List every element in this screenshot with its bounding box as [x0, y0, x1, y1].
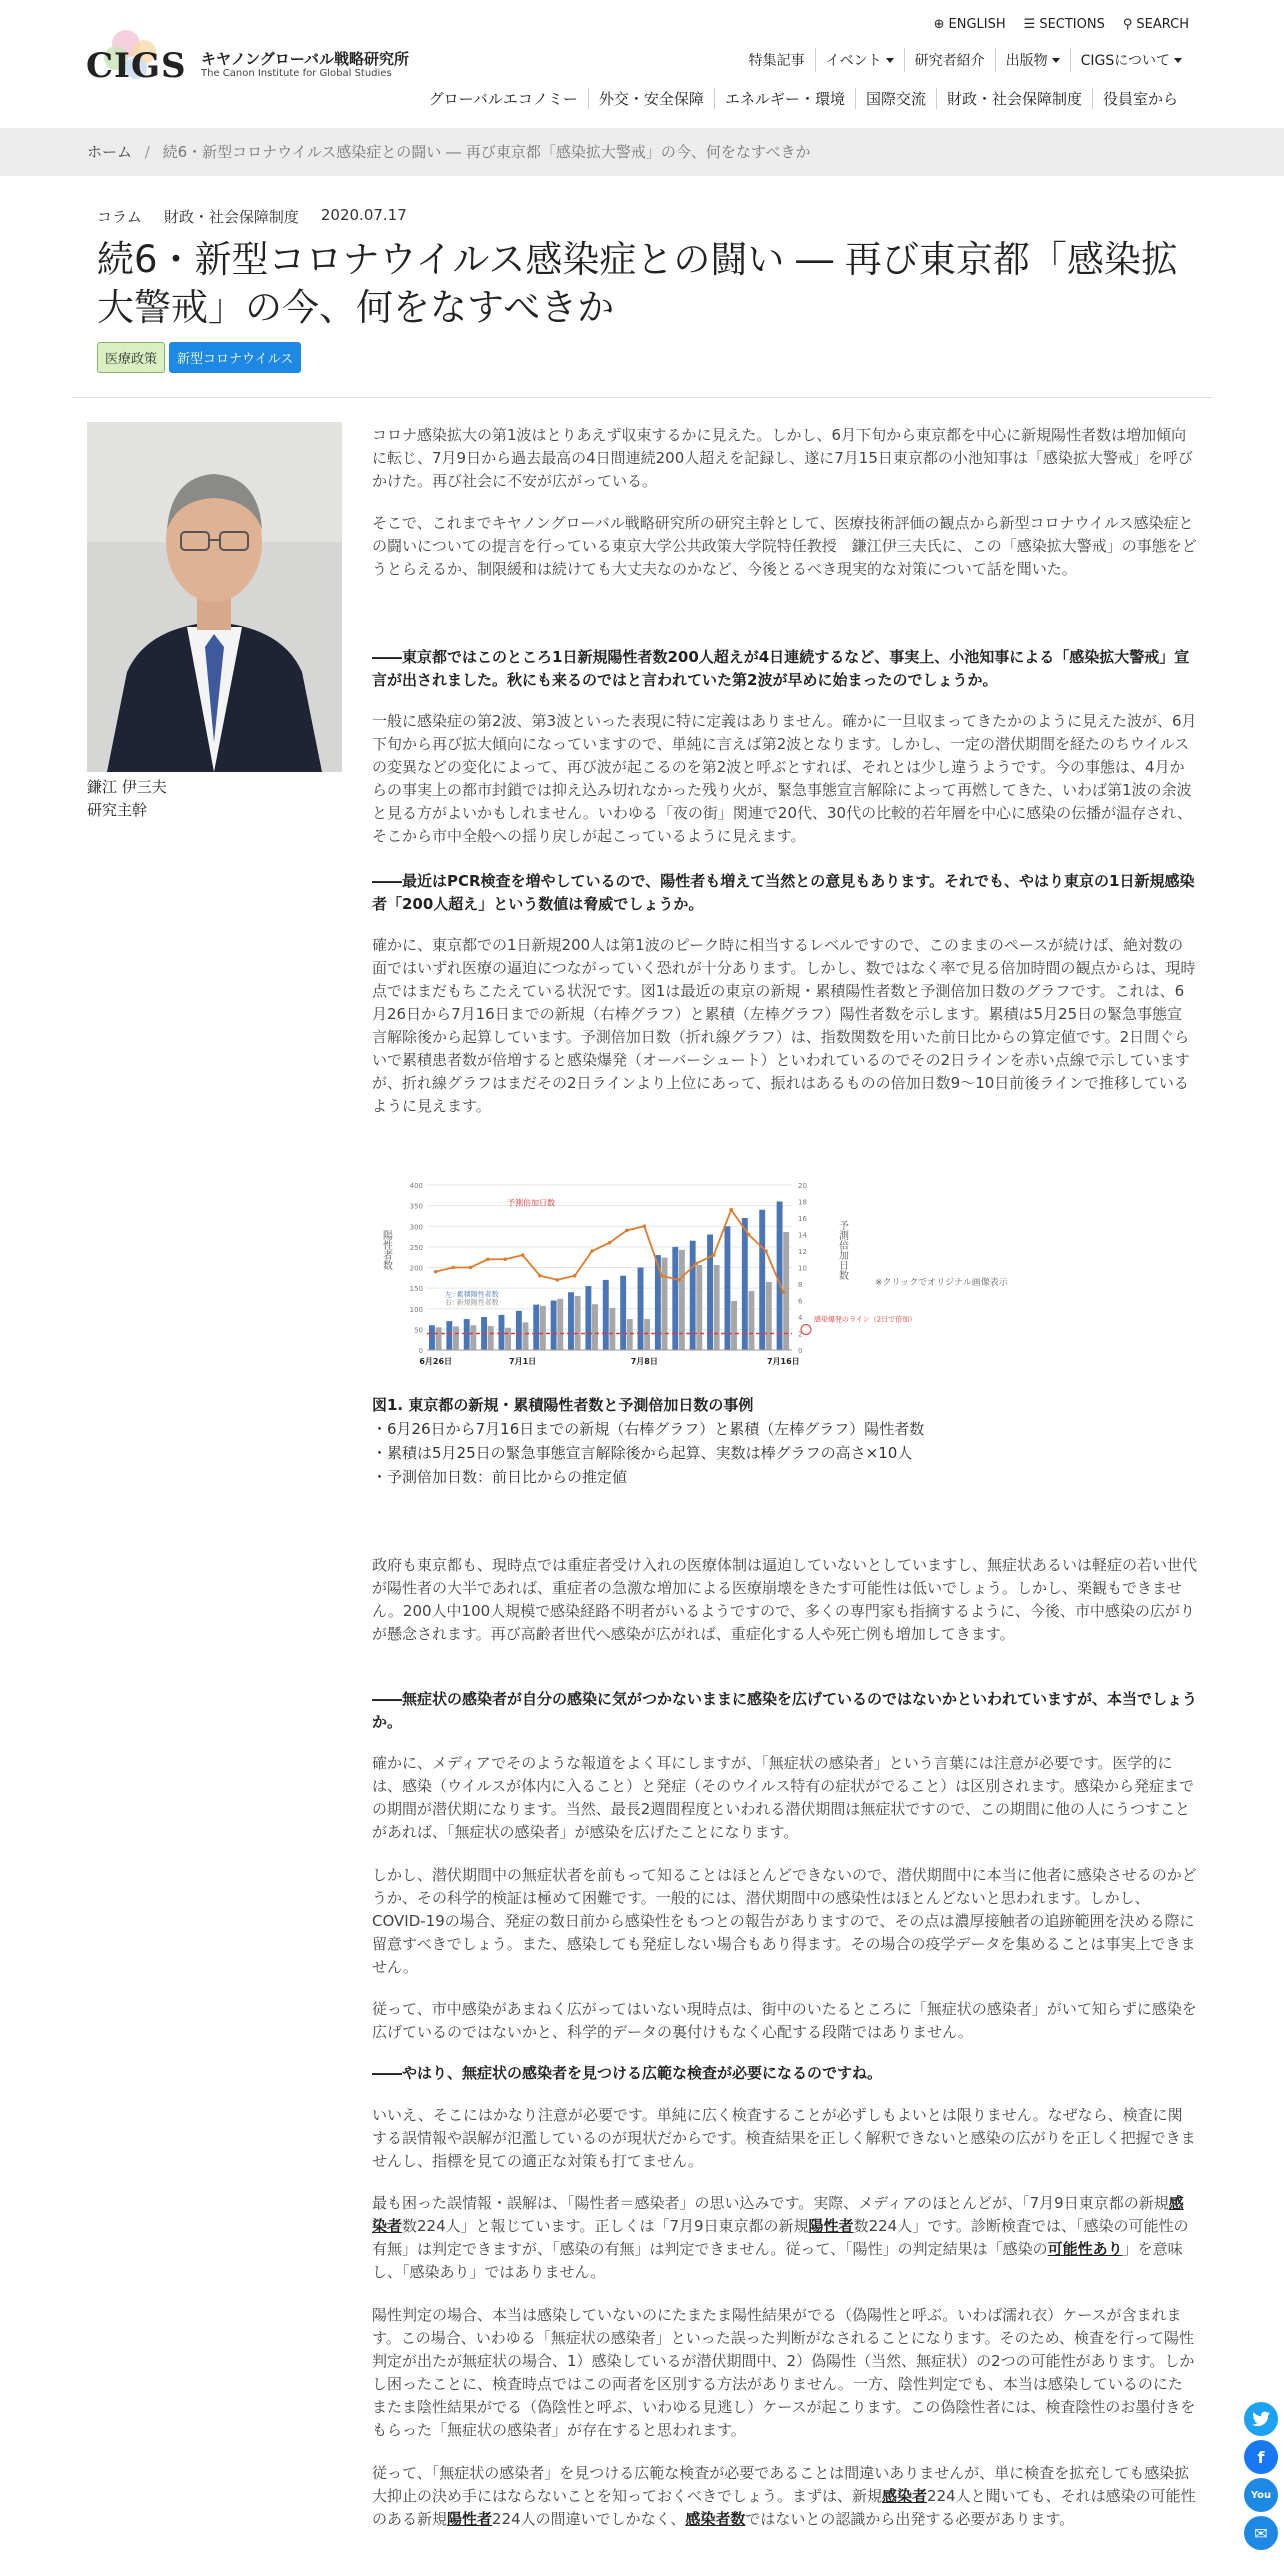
bar-cumulative [568, 1292, 574, 1350]
globe-icon: ⊕ [933, 17, 945, 32]
paragraph: 従って、「無症状の感染者」を見つける広範な検査が必要であることは間違いありませんが、単に検査を拡充しても感染拡大抑止の決め手にはならないことを知っておくべきでしょう。まずは、新規感染者224人と聞いても、それは感染の可能性のある新規陽性者224人の間違いでしかなく、感染者数ではないとの認識から出発する必要があります。 [372, 2464, 1196, 2528]
org-name-en: The Canon Institute for Global Studies [201, 68, 392, 79]
subnav-about[interactable]: CIGSについて [1070, 48, 1192, 72]
bar-new [540, 1306, 546, 1350]
bar-new [488, 1326, 494, 1350]
mail-icon: ✉ [1254, 2523, 1268, 2543]
bar-cumulative [603, 1280, 609, 1350]
x-tick-label: 7月1日 [509, 1357, 537, 1366]
doubling-days-point [642, 1224, 646, 1228]
youtube-button[interactable] [1244, 2478, 1278, 2512]
nav-energy[interactable]: エネルギー・環境 [714, 88, 855, 109]
annotation-label: 予測倍加日数 [507, 1198, 555, 1208]
author-role: 研究主幹 [87, 801, 148, 819]
x-tick-label: 7月8日 [630, 1357, 658, 1366]
bar-cumulative [777, 1202, 783, 1351]
doubling-days-point [538, 1274, 542, 1278]
doubling-days-point [677, 1278, 681, 1282]
bar-new [609, 1308, 615, 1350]
subnav-events[interactable]: イベント [815, 48, 904, 72]
doubling-days-point [556, 1278, 560, 1282]
bar-cumulative [429, 1325, 435, 1350]
nav-fiscal[interactable]: 財政・社会保障制度 [936, 88, 1092, 109]
bar-cumulative [724, 1226, 730, 1350]
logo-text: CIGS [86, 46, 187, 86]
search-link[interactable]: ⚲ SEARCH [1122, 17, 1189, 32]
bar-new [557, 1299, 563, 1350]
doubling-days-point [521, 1253, 525, 1257]
question: ――無症状の感染者が自分の感染に気がつかないままに感染を広げているのではないかといわれていますが、本当でしょうか。 [372, 1690, 1198, 1731]
bar-cumulative [620, 1276, 626, 1350]
article-date: 2020.07.17 [320, 206, 407, 224]
bar-new [436, 1327, 442, 1350]
youtube-icon: You [1250, 2489, 1272, 2501]
paragraph: 確かに、東京都での1日新規200人は第1波のピーク時に相当するレベルですので、このままのペースが続けば、絶対数の面ではいずれ医療の逼迫につながっていく恐れが十分あります。しかし、数ではなく率で見る倍加時間の観点からは、現時点ではまだもちこたえている状況です。図1は最近の東京の新規・累積陽性者数と予測倍加日数のグラフです。これは、6月26日から7月16日までの新規（右棒グラフ）と累積（左棒グラフ）陽性者数を示します。累積は5月25日の緊急事態宣言解除後から起算しています。予測倍加日数（折れ線グラフ）は、指数関数を用いた前日比からの算定値です。2日間ぐらいで累積患者数が倍増すると感染爆発（オーバーシュート）といわれているのでその2日ラインを赤い点線で示していますが、折れ線グラフはまだその2日ラインより上位にあって、振れはあるものの倍加日数9～10日前後ラインで推移しているように見えます。 [372, 936, 1196, 1115]
nav-executive[interactable]: 役員室から [1092, 88, 1188, 109]
doubling-days-point [469, 1266, 473, 1270]
nav-global-economy[interactable]: グローバルエコノミー [428, 90, 578, 108]
english-link[interactable]: ⊕ ENGLISH [933, 17, 1006, 32]
doubling-days-point [451, 1266, 455, 1270]
bar-new [731, 1301, 737, 1350]
author-name: 鎌江 伊三夫 [87, 778, 167, 796]
bar-cumulative [446, 1321, 452, 1350]
nav-diplomacy[interactable]: 外交・安全保障 [588, 88, 714, 109]
doubling-days-point [486, 1257, 490, 1261]
mail-button[interactable] [1244, 2516, 1278, 2550]
bar-cumulative [742, 1218, 748, 1350]
facebook-icon: f [1257, 2447, 1265, 2467]
chart-note[interactable]: ※クリックでオリジナル画像表示 [875, 1278, 1008, 1288]
y-left-tick-label: 200 [409, 1264, 423, 1273]
chevron-down-icon [1174, 58, 1182, 63]
tag-covid[interactable]: 新型コロナウイルス [169, 342, 301, 373]
bar-new [766, 1282, 772, 1350]
figure-caption-line: ・累積は5月25日の緊急事態宣言解除後から起算、実数は棒グラフの高さ×10人 [372, 1444, 913, 1462]
chevron-down-icon [886, 58, 894, 63]
bar-new [679, 1250, 685, 1350]
bar-cumulative [464, 1319, 470, 1350]
figure-caption-title: 図1. 東京都の新規・累積陽性者数と予測倍加日数の事例 [372, 1396, 754, 1414]
figure-caption-line: ・6月26日から7月16日までの新規（右棒グラフ）と累積（左棒グラフ）陽性者数 [372, 1420, 925, 1438]
doubling-days-point [625, 1229, 629, 1233]
y-right-tick-label: 2 [798, 1330, 803, 1339]
y-right-tick-label: 6 [798, 1297, 803, 1306]
bar-cumulative [638, 1268, 644, 1351]
twitter-button[interactable] [1244, 2402, 1278, 2436]
chevron-down-icon [1052, 58, 1060, 63]
paragraph: しかし、潜伏期間中の無症状者を前もって知ることはほとんどできないので、潜伏期間中に本当に他者に感染させるのかどうか、その科学的検証は極めて困難です。一般的には、潜伏期間中の感染性はほとんどないと思われます。しかし、COVID-19の場合、発症の数日前から感染性をもつとの報告がありますので、その点は濃厚接触者の追跡範囲を決める際に留意すべきでしょう。また、感染しても発症しない場合もあり得ます。その場合の疫学データを集めることは事実上できません。 [372, 1866, 1197, 1976]
y-right-tick-label: 8 [798, 1281, 803, 1289]
doubling-days-point [434, 1270, 438, 1274]
doubling-days-point [712, 1253, 716, 1257]
article-section: 財政・社会保障制度 [163, 208, 299, 226]
y-right-axis-label: 予測倍加日数 [836, 1220, 848, 1280]
bar-new [470, 1325, 476, 1350]
page-title: 続6・新型コロナウイルス感染症との闘い ― 再び東京都「感染拡大警戒」の今、何をなすべきか [97, 238, 1178, 329]
bar-cumulative [533, 1305, 539, 1350]
breadcrumb [87, 141, 811, 162]
doubling-days-point [764, 1249, 768, 1253]
figure-chart[interactable] [372, 1170, 917, 1380]
bar-cumulative [499, 1315, 505, 1350]
author-photo [87, 422, 342, 772]
paragraph: 政府も東京都も、現時点では重症者受け入れの医療体制は逼迫していないとしていますし、無症状あるいは軽症の若い世代が陽性者の大半であれば、重症者の急激な増加による医療崩壊をきたす可能性は低いでしょう。しかし、楽観もできません。200人中100人規模で感染経路不明者がいるようですので、多くの専門家も指摘するように、今後、市中感染の広がりが懸念されます。再び高齢者世代へ感染が広がれば、重症化する人や死亡例も増加してきます。 [372, 1556, 1198, 1643]
question: ――やはり、無症状の感染者を見つける広範な検査が必要になるのですね。 [372, 2064, 883, 2082]
y-right-tick-label: 10 [798, 1264, 807, 1273]
bar-new [505, 1328, 511, 1350]
y-left-tick-label: 50 [414, 1326, 423, 1335]
subnav-publications[interactable]: 出版物 [995, 48, 1070, 72]
bar-new [714, 1265, 720, 1350]
bar-new [575, 1296, 581, 1350]
doubling-days-point [590, 1249, 594, 1253]
threshold-label: 感染爆発のライン（2日で倍加） [814, 1315, 917, 1324]
x-tick-label: 6月26日 [419, 1357, 453, 1366]
paragraph: そこで、これまでキヤノングローバル戦略研究所の研究主幹として、医療技術評価の観点から新型コロナウイルス感染症との闘いについての提言を行っている東京大学公共政策大学院特任教授 鎌江伊三夫氏に、この「感染拡大警戒」の事態をどうとらえるか、制限緩和は続けても大丈夫なのかなど、今後とるべき現実的な対策について話を聞いた。 [372, 514, 1197, 578]
doubling-days-point [747, 1233, 751, 1237]
bar-new [644, 1319, 650, 1350]
site-logo[interactable] [86, 22, 410, 102]
y-right-tick-label: 14 [798, 1231, 807, 1240]
bar-new [523, 1322, 529, 1350]
y-left-tick-label: 0 [418, 1347, 423, 1355]
question: ――東京都ではこのところ1日新規陽性者数200人超えが4日連続するなど、事実上、小池知事による「感染拡大警戒」宣言が出されました。秋にも来るのではと言われていた第2波が早めに始まったのでしょうか。 [372, 648, 1190, 689]
menu-icon: ☰ [1023, 17, 1036, 32]
y-left-tick-label: 400 [409, 1182, 423, 1190]
y-left-tick-label: 150 [409, 1285, 423, 1294]
threshold-marker [801, 1325, 811, 1335]
tag-medical-policy[interactable]: 医療政策 [97, 342, 165, 373]
main-nav [419, 88, 1188, 109]
bar-cumulative [707, 1235, 713, 1351]
paragraph: 従って、市中感染があまねく広がってはいない現時点は、街中のいたるところに「無症状の感染者」がいて知らずに感染を広げているのではないかと、科学的データの裏付けもなく心配する段階ではありません。 [372, 2000, 1197, 2041]
y-right-tick-label: 0 [798, 1347, 803, 1355]
y-left-tick-label: 350 [409, 1202, 423, 1211]
twitter-icon [1252, 2411, 1270, 2427]
chart-svg [372, 1170, 917, 1380]
y-right-tick-label: 20 [798, 1182, 807, 1190]
paragraph: いいえ、そこにはかなり注意が必要です。単純に広く検査することが必ずしもよいとは限りません。なぜなら、検査に関する誤情報や誤解が氾濫しているのが現状だからです。検査結果を正しく解釈できないと感染の広がりを正しく把握できませんし、指標を見ての適正な対策も打てません。 [372, 2106, 1196, 2170]
legend-new: 右: 新規陽性者数 [445, 1298, 499, 1307]
sections-link[interactable]: ☰ SECTIONS [1023, 17, 1105, 32]
search-icon: ⚲ [1122, 17, 1133, 32]
bar-new [627, 1319, 633, 1350]
doubling-days-line [436, 1210, 784, 1293]
subnav-features[interactable]: 特集記事 [748, 53, 805, 69]
bar-new [592, 1304, 598, 1350]
paragraph: 最も困った誤情報・誤解は、「陽性者＝感染者」の思い込みです。実際、メディアのほとんどが、「7月9日東京都の新規感染者数224人」と報じています。正しくは「7月9日東京都の新規陽性者数224人」です。診断検査では、「感染の可能性の有無」は判定できますが、「感染の有無」は判定できません。従って、「陽性」の判定結果は「感染の可能性あり」を意味し、「感染あり」ではありません。 [372, 2194, 1189, 2281]
doubling-days-point [573, 1274, 577, 1278]
breadcrumb-home[interactable]: ホーム [87, 143, 133, 161]
article-category: コラム [97, 208, 142, 226]
facebook-button[interactable] [1244, 2440, 1278, 2474]
bar-new [453, 1326, 459, 1350]
doubling-days-point [608, 1241, 612, 1245]
question: ――最近はPCR検査を増やしているので、陽性者も増えて当然との意見もあります。それでも、やはり東京の1日新規感染者「200人超え」という数値は脅威でしょうか。 [372, 872, 1195, 913]
y-right-tick-label: 12 [798, 1248, 807, 1256]
bar-cumulative [516, 1311, 522, 1350]
utility-nav [934, 17, 1189, 32]
tag-list [97, 342, 301, 373]
doubling-days-point [782, 1290, 786, 1294]
org-name-jp: キヤノングローバル戦略研究所 [201, 50, 410, 68]
doubling-days-point [695, 1262, 699, 1266]
nav-international[interactable]: 国際交流 [855, 88, 936, 109]
bar-cumulative [551, 1301, 557, 1351]
y-left-axis-label: 陽性者数 [380, 1230, 392, 1270]
paragraph: コロナ感染拡大の第1波はとりあえず収束するかに見えた。しかし、6月下旬から東京都を中心に新規陽性者数は増加傾向に転じ、7月9日から過去最高の4日間連続200人超えを記録し、遂に7月15日東京都の小池知事は「感染拡大警戒」を呼びかけた。再び社会に不安が広がっている。 [372, 426, 1193, 490]
legend-cumulative: 左: 累積陽性者数 [445, 1290, 499, 1299]
breadcrumb-separator: / [144, 143, 150, 161]
divider [72, 397, 1212, 398]
article-meta [97, 206, 407, 227]
y-left-tick-label: 100 [409, 1305, 423, 1314]
y-right-tick-label: 16 [798, 1215, 807, 1223]
bar-cumulative [672, 1247, 678, 1350]
bar-new [662, 1258, 668, 1350]
paragraph: 一般に感染症の第2波、第3波といった表現に特に定義はありません。確かに一旦収まってきたかのように見えた波が、6月下旬から再び拡大傾向になっていますので、単純に言えば第2波となります。しかし、一定の潜伏期間を経たのちウイルスの変異などの変化によって、再び波が起こるのを第2波と呼ぶとすれば、それとは少し違うようです。今の事態は、4月からの事実上の都市封鎖では抑え込み切れなかった残り火が、緊急事態宣言解除によって再燃してきた、いわば第1波の余波と見る方がよいかもしれません。いわゆる「夜の街」関連で20代、30代の比較的若年層を中心に感染の伝播が温存され、そこから市中全般への揺り戻しが起こっているように見えます。 [372, 712, 1197, 845]
breadcrumb-current: 続6・新型コロナウイルス感染症との闘い ― 再び東京都「感染拡大警戒」の今、何をなすべきか [162, 143, 811, 161]
paragraph: 陽性判定の場合、本当は感染していないのにたまたま陽性結果がでる（偽陽性と呼ぶ。いわば濡れ衣）ケースが含まれます。この場合、いわゆる「無症状の感染者」といった誤った判断がなされることになります。そのため、検査を行って陽性判定が出たが無症状の場合、1）感染しているが潜伏期間中、2）偽陽性（当然、無症状）の2つの可能性があります。しかし困ったことに、検査時点ではこの両者を区別する方法がありません。一方、陰性判定でも、本当は感染しているのにたまたま陰性結果がでる（偽陰性と呼ぶ、いわゆる見逃し）ケースが起こります。この偽陰性者には、検査陰性のお墨付きをもらった「無症状の感染者」が存在すると思われます。 [372, 2306, 1196, 2439]
doubling-days-point [729, 1208, 733, 1212]
doubling-days-point [660, 1274, 664, 1278]
bar-new [748, 1291, 754, 1350]
x-tick-label: 7月16日 [766, 1357, 800, 1366]
bar-cumulative [759, 1210, 765, 1350]
bar-cumulative [585, 1286, 591, 1350]
sub-nav [739, 48, 1192, 72]
doubling-days-point [503, 1257, 507, 1261]
figure-caption-line: ・予測倍加日数：前日比からの推定値 [372, 1468, 628, 1486]
bar-new [696, 1265, 702, 1350]
y-right-tick-label: 18 [798, 1198, 807, 1207]
y-right-tick-label: 4 [798, 1314, 803, 1322]
y-left-tick-label: 250 [409, 1243, 423, 1252]
y-left-tick-label: 300 [409, 1223, 423, 1232]
paragraph: 確かに、メディアでそのような報道をよく耳にしますが、「無症状の感染者」という言葉には注意が必要です。医学的には、感染（ウイルスが体内に入ること）と発症（そのウイルス特有の症状がでること）は区別されます。感染から発症までの期間が潜伏期になります。当然、最長2週間程度といわれる潜伏期間は無症状ですので、この期間に他の人にうつすことがあれば、「無症状の感染者」が感染を広げたことになります。 [372, 1754, 1195, 1841]
subnav-researchers[interactable]: 研究者紹介 [904, 48, 995, 72]
